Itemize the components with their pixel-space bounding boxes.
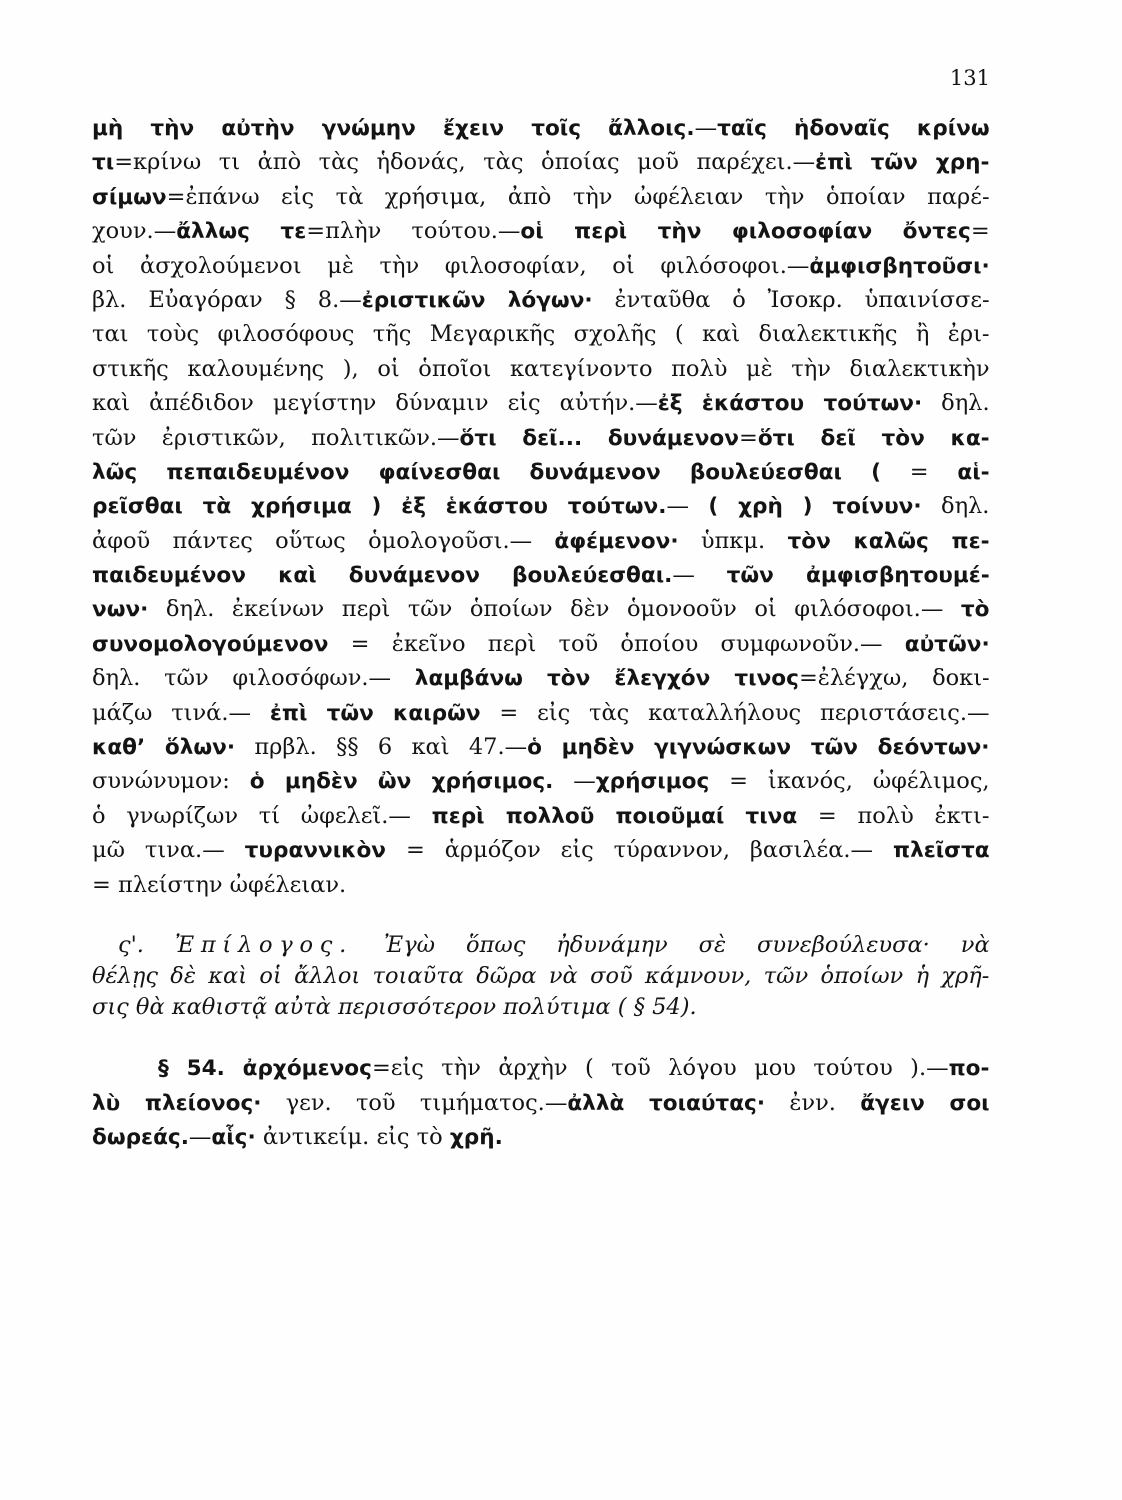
gloss-text: =εἰς τὴν ἀρχὴν ( τοῦ λόγου μου τούτου ).—: [371, 1055, 949, 1081]
lemma-term: ἀμφισβητοῦσι·: [809, 253, 990, 279]
gloss-text: καὶ ἀπέδιδον μεγίστην δύναμιν εἰς αὐτήν.—: [92, 390, 658, 417]
lemma-term: § 54. ἀρχόμενος: [158, 1056, 372, 1081]
translation-text: σις θὰ καθιστᾷ αὐτὰ περισσότερον πολύτιμα ( § 54).: [92, 994, 697, 1020]
section-54-paragraph: [92, 1051, 990, 1155]
line-content: [92, 799, 990, 834]
line-content: [118, 930, 990, 961]
lemma-term: ( χρὴ ) τοίνυν·: [708, 494, 922, 520]
gloss-text: χουν.—: [92, 218, 177, 245]
lemma-term: αὐτῶν·: [904, 631, 990, 657]
text-line: [92, 558, 990, 592]
lemma-term: ἄλλως τε: [176, 219, 307, 245]
lemma-term: ἀφέμενον·: [554, 528, 679, 554]
line-content: [92, 661, 990, 696]
lemma-term: περὶ πολλοῦ ποιοῦμαί τινα: [431, 803, 798, 829]
text-line: [92, 524, 990, 558]
gloss-text: =: [738, 424, 758, 451]
gloss-text: ἀφοῦ πάντες οὕτως ὁμολογοῦσι.—: [92, 527, 555, 554]
line-content: [92, 833, 990, 868]
line-content: [92, 868, 346, 902]
text-line: [92, 592, 990, 626]
gloss-text: —: [553, 768, 596, 795]
lemma-term: συνομολογούμενον: [92, 631, 329, 657]
line-content: [92, 961, 989, 992]
line-content: [92, 455, 990, 490]
text-line: [118, 930, 990, 961]
line-content: [92, 352, 990, 386]
lemma-term: ἐπὶ τῶν καιρῶν: [269, 700, 481, 726]
line-content: [92, 386, 990, 421]
gloss-text: = πλείστην ὠφέλειαν.: [92, 871, 347, 898]
line-content: [92, 317, 990, 351]
text-line: [92, 992, 990, 1023]
gloss-text: = πολὺ ἐκτι-: [797, 802, 990, 829]
lemma-term: παιδευμένον καὶ δυνάμενον βουλεύεσθαι.: [92, 563, 673, 589]
lemma-term: ἀλλὰ τοιαύτας·: [567, 1090, 766, 1116]
gloss-text: =ἐπάνω εἰς τὰ χρήσιμα, ἀπὸ τὴν ὠφέλειαν τὴν ὁποίαν παρέ-: [166, 183, 990, 210]
line-content: [92, 489, 989, 524]
section-number: ς'.: [118, 932, 175, 958]
gloss-text: δηλ. ἐκείνων περὶ τῶν ὁποίων δὲν ὁμονοοῦν οἱ φιλόσοφοι.—: [148, 596, 961, 623]
gloss-text: βλ. Εὐαγόραν § 8.—: [92, 286, 362, 313]
section-heading: Ἐπίλογος.: [174, 932, 354, 958]
gloss-text: ὑπκμ.: [678, 527, 788, 554]
line-content: [92, 421, 990, 456]
line-content: [92, 283, 990, 318]
text-line: [92, 214, 990, 248]
line-content: [92, 627, 990, 662]
gloss-text: —: [694, 115, 718, 141]
lemma-term: λαμβάνω τὸν ἔλεγχόν τινος: [414, 666, 799, 692]
lemma-term: ἐπὶ τῶν χρη-: [815, 150, 990, 176]
text-line: [92, 180, 990, 214]
lemma-term: μὴ τὴν αὐτὴν γνώμην ἔχειν τοῖς ἄλλοις.: [92, 116, 695, 141]
translation-text: Ἐγὼ ὅπως ἠδυνάμην σὲ συνεβούλευσα· νὰ: [353, 932, 990, 958]
lemma-term: τι: [92, 150, 115, 176]
text-line: [92, 730, 990, 764]
lemma-term: τῶν ἀμφισβητουμέ-: [726, 563, 990, 589]
gloss-text: ται τοὺς φιλοσόφους τῆς Μεγαρικῆς σχολῆς ( καὶ διαλεκτικῆς ἢ ἐρι-: [92, 321, 990, 348]
lemma-term: χρήσιμος: [595, 769, 710, 795]
line-content: [92, 1086, 990, 1122]
gloss-text: = ἐκεῖνο περὶ τοῦ ὁποίου συμφωνοῦν.—: [328, 630, 905, 657]
gloss-text: ὁ γνωρίζων τί ὠφελεῖ.—: [92, 802, 432, 829]
line-content: [92, 1120, 503, 1156]
text-line: [92, 661, 990, 695]
lemma-term: ἐξ ἑκάστου τούτων·: [657, 391, 923, 417]
gloss-text: δηλ.: [922, 390, 990, 417]
gloss-text: =: [880, 458, 958, 485]
text-line: [92, 111, 990, 145]
line-content: [158, 1051, 989, 1087]
text-line: [92, 833, 990, 867]
gloss-text: γεν. τοῦ τιμήματος.—: [261, 1089, 568, 1116]
lemma-term: ὅτι δεῖ... δυνάμενον: [459, 425, 739, 451]
lemma-term: σίμων: [92, 184, 167, 210]
text-line: [92, 764, 990, 798]
text-line: [158, 1051, 990, 1086]
gloss-text: = εἰς τὰς καταλλήλους περιστάσεις.—: [480, 699, 990, 726]
line-content: [92, 111, 990, 146]
text-line: [92, 421, 990, 455]
gloss-text: ἐνν.: [765, 1089, 861, 1116]
text-line: [92, 696, 990, 730]
lemma-term: ρεῖσθαι τὰ χρήσιμα ) ἐξ ἑκάστου τούτων.: [92, 494, 667, 520]
lemma-term: αἷς·: [211, 1125, 256, 1150]
text-line: [92, 868, 990, 902]
text-line: [92, 489, 990, 523]
lemma-term: δωρεάς.: [92, 1125, 189, 1150]
text-line: [92, 1120, 990, 1155]
text-line: [92, 799, 990, 833]
lemma-term: τὸν καλῶς πε-: [787, 528, 990, 554]
line-content: [92, 145, 990, 180]
gloss-text: δηλ.: [921, 493, 990, 520]
gloss-text: οἱ ἀσχολούμενοι μὲ τὴν φιλοσοφίαν, οἱ φιλόσοφοι.—: [92, 252, 810, 279]
lemma-term: οἱ περὶ τὴν φιλοσοφίαν ὄντες: [520, 219, 971, 245]
gloss-text: μάζω τινά.—: [92, 699, 270, 726]
text-line: [92, 961, 990, 992]
lemma-term: λῶς πεπαιδευμένον φαίνεσθαι δυνάμενον βουλεύεσθαι (: [92, 459, 881, 485]
gloss-text: μῶ τινα.—: [92, 837, 245, 864]
gloss-text: =κρίνω τι ἀπὸ τὰς ἡδονάς, τὰς ὁποίας μοῦ παρέχει.—: [114, 149, 816, 176]
lemma-term: καθ’ ὅλων·: [92, 735, 236, 761]
text-line: [92, 145, 990, 179]
gloss-text: πρβλ. §§ 6 καὶ 47.—: [235, 734, 528, 761]
gloss-text: στικῆς καλουμένης ), οἱ ὁποῖοι κατεγίνοντο πολὺ μὲ τὴν διαλεκτικὴν: [92, 355, 990, 382]
line-content: [92, 214, 990, 249]
line-content: [92, 696, 990, 731]
gloss-text: =: [970, 218, 990, 245]
lemma-term: νων·: [92, 597, 149, 623]
gloss-text: ἐνταῦθα ὁ Ἰσοκρ. ὑπαινίσσε-: [592, 286, 990, 313]
lemma-term: πο-: [948, 1056, 990, 1081]
lemma-term: τυραννικὸν: [244, 838, 387, 864]
text-line: [92, 455, 990, 489]
epilogue-paragraph: [92, 930, 990, 1023]
gloss-text: = ἱκανός, ὠφέλιμος,: [709, 768, 990, 795]
text-line: [92, 352, 990, 386]
line-content: [92, 730, 990, 765]
gloss-text: =πλὴν τούτου.—: [306, 218, 521, 245]
line-content: [92, 558, 990, 593]
gloss-text: τῶν ἐριστικῶν, πολιτικῶν.—: [92, 424, 460, 451]
page-number: 131: [949, 66, 990, 90]
gloss-text: ἀντικείμ. εἰς τὸ: [255, 1124, 450, 1150]
lemma-term: ὅτι δεῖ τὸν κα-: [757, 425, 990, 451]
commentary-paragraph: [92, 111, 990, 902]
gloss-text: =ἐλέγχω, δοκι-: [798, 665, 990, 692]
text-line: [92, 283, 990, 317]
gloss-text: —: [672, 562, 727, 589]
line-content: [92, 524, 990, 559]
translation-text: θέλῃς δὲ καὶ οἱ ἄλλοι τοιαῦτα δῶρα νὰ σοῦ κάμνουν, τῶν ὁποίων ἡ χρῆ-: [92, 963, 990, 989]
line-content: [92, 249, 990, 284]
gloss-text: —: [666, 493, 709, 520]
gloss-text: συνώνυμον:: [92, 768, 250, 795]
lemma-term: ἄγειν σοι: [860, 1090, 990, 1116]
lemma-term: τὸ: [960, 597, 990, 623]
text-line: [92, 386, 990, 420]
line-content: [92, 764, 990, 799]
line-content: [92, 180, 990, 215]
lemma-term: ταῖς ἡδοναῖς κρίνω: [717, 116, 990, 141]
text-line: [92, 317, 990, 351]
lemma-term: χρῆ.: [449, 1125, 503, 1150]
line-content: [92, 592, 990, 627]
lemma-term: αἱ-: [957, 459, 990, 485]
lemma-term: λὺ πλείονος·: [92, 1090, 262, 1116]
lemma-term: πλεῖστα: [892, 838, 990, 864]
text-line: [92, 627, 990, 661]
text-line: [92, 1086, 990, 1121]
gloss-text: —: [188, 1124, 212, 1150]
gloss-text: δηλ. τῶν φιλοσόφων.—: [92, 665, 415, 692]
line-content: [92, 992, 697, 1023]
lemma-term: ὁ μηδὲν ὢν χρήσιμος.: [249, 769, 554, 795]
text-line: [92, 249, 990, 283]
lemma-term: ὁ μηδὲν γιγνώσκων τῶν δεόντων·: [527, 735, 990, 761]
lemma-term: ἐριστικῶν λόγων·: [361, 287, 593, 313]
gloss-text: = ἁρμόζον εἰς τύραννον, βασιλέα.—: [386, 837, 893, 864]
